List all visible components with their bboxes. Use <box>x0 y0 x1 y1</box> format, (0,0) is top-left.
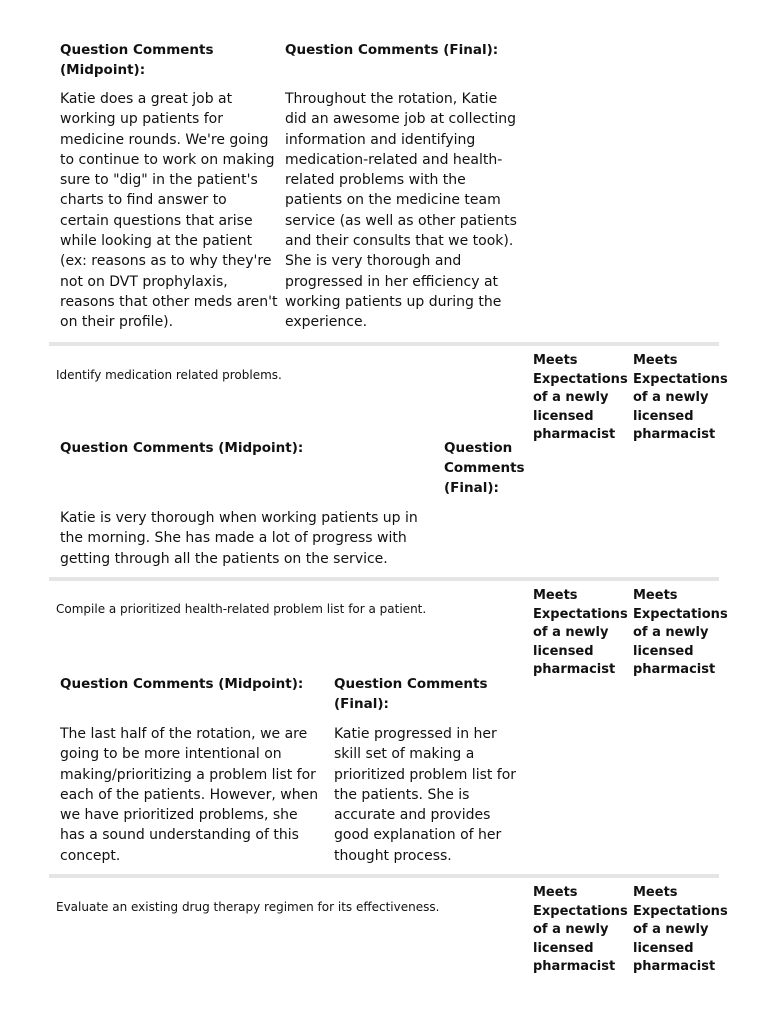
section2-midpoint-comment: Katie is very thorough when working patients up in the morning. She has made a lot of progress with getting through all the patients on the service. <box>60 510 418 567</box>
section3-midpoint-header: Question Comments (Midpoint): <box>60 676 304 692</box>
section-divider <box>49 874 719 878</box>
rating-final: Meets Expectations of a newly licensed pharmacist <box>633 885 728 975</box>
block1-midpoint-comment: Katie does a great job at working up patients for medicine rounds. We're going to continue to work on making sure to "dig" in the patient's charts to find answer to certain questions that arise while looking at the patient (ex: reasons as to why they're not on DVT prophylaxis, reasons that other meds aren't on their profile). <box>60 91 278 331</box>
section3-final-header: Question Comments (Final): <box>334 676 488 712</box>
section3-midpoint-comment: The last half of the rotation, we are going to be more intentional on making/prioritizing a problem list for each of the patients. However, when we have prioritized problems, she has a sound understanding of this concept. <box>60 726 319 864</box>
rating-final: Meets Expectations of a newly licensed pharmacist <box>633 353 728 443</box>
block1-final-header: Question Comments (Final): <box>285 42 499 58</box>
section3-final-comment: Katie progressed in her skill set of making a prioritized problem list for the patients. She is accurate and provides good explanation of her thought process. <box>334 726 517 864</box>
section-divider <box>49 342 719 346</box>
section-divider <box>49 577 719 581</box>
block1-midpoint-header: Question Comments (Midpoint): <box>60 42 214 78</box>
objective-title: Identify medication related problems. <box>56 368 282 382</box>
objective-title: Compile a prioritized health-related problem list for a patient. <box>56 602 427 616</box>
objective-title: Evaluate an existing drug therapy regimen for its effectiveness. <box>56 900 440 914</box>
rating-midpoint: Meets Expectations of a newly licensed pharmacist <box>533 353 628 443</box>
rating-final: Meets Expectations of a newly licensed pharmacist <box>633 588 728 678</box>
rating-midpoint: Meets Expectations of a newly licensed pharmacist <box>533 885 628 975</box>
section2-final-header: Question Comments (Final): <box>444 440 525 496</box>
rating-midpoint: Meets Expectations of a newly licensed pharmacist <box>533 588 628 678</box>
block1-final-comment: Throughout the rotation, Katie did an awesome job at collecting information and identifying medication-related and health-related problems with the patients on the medicine team service (as well as other patients and their consults that we took). She is very thorough and progressed in her efficiency at working patients up during the experience. <box>285 91 517 331</box>
section2-midpoint-header: Question Comments (Midpoint): <box>60 440 304 456</box>
